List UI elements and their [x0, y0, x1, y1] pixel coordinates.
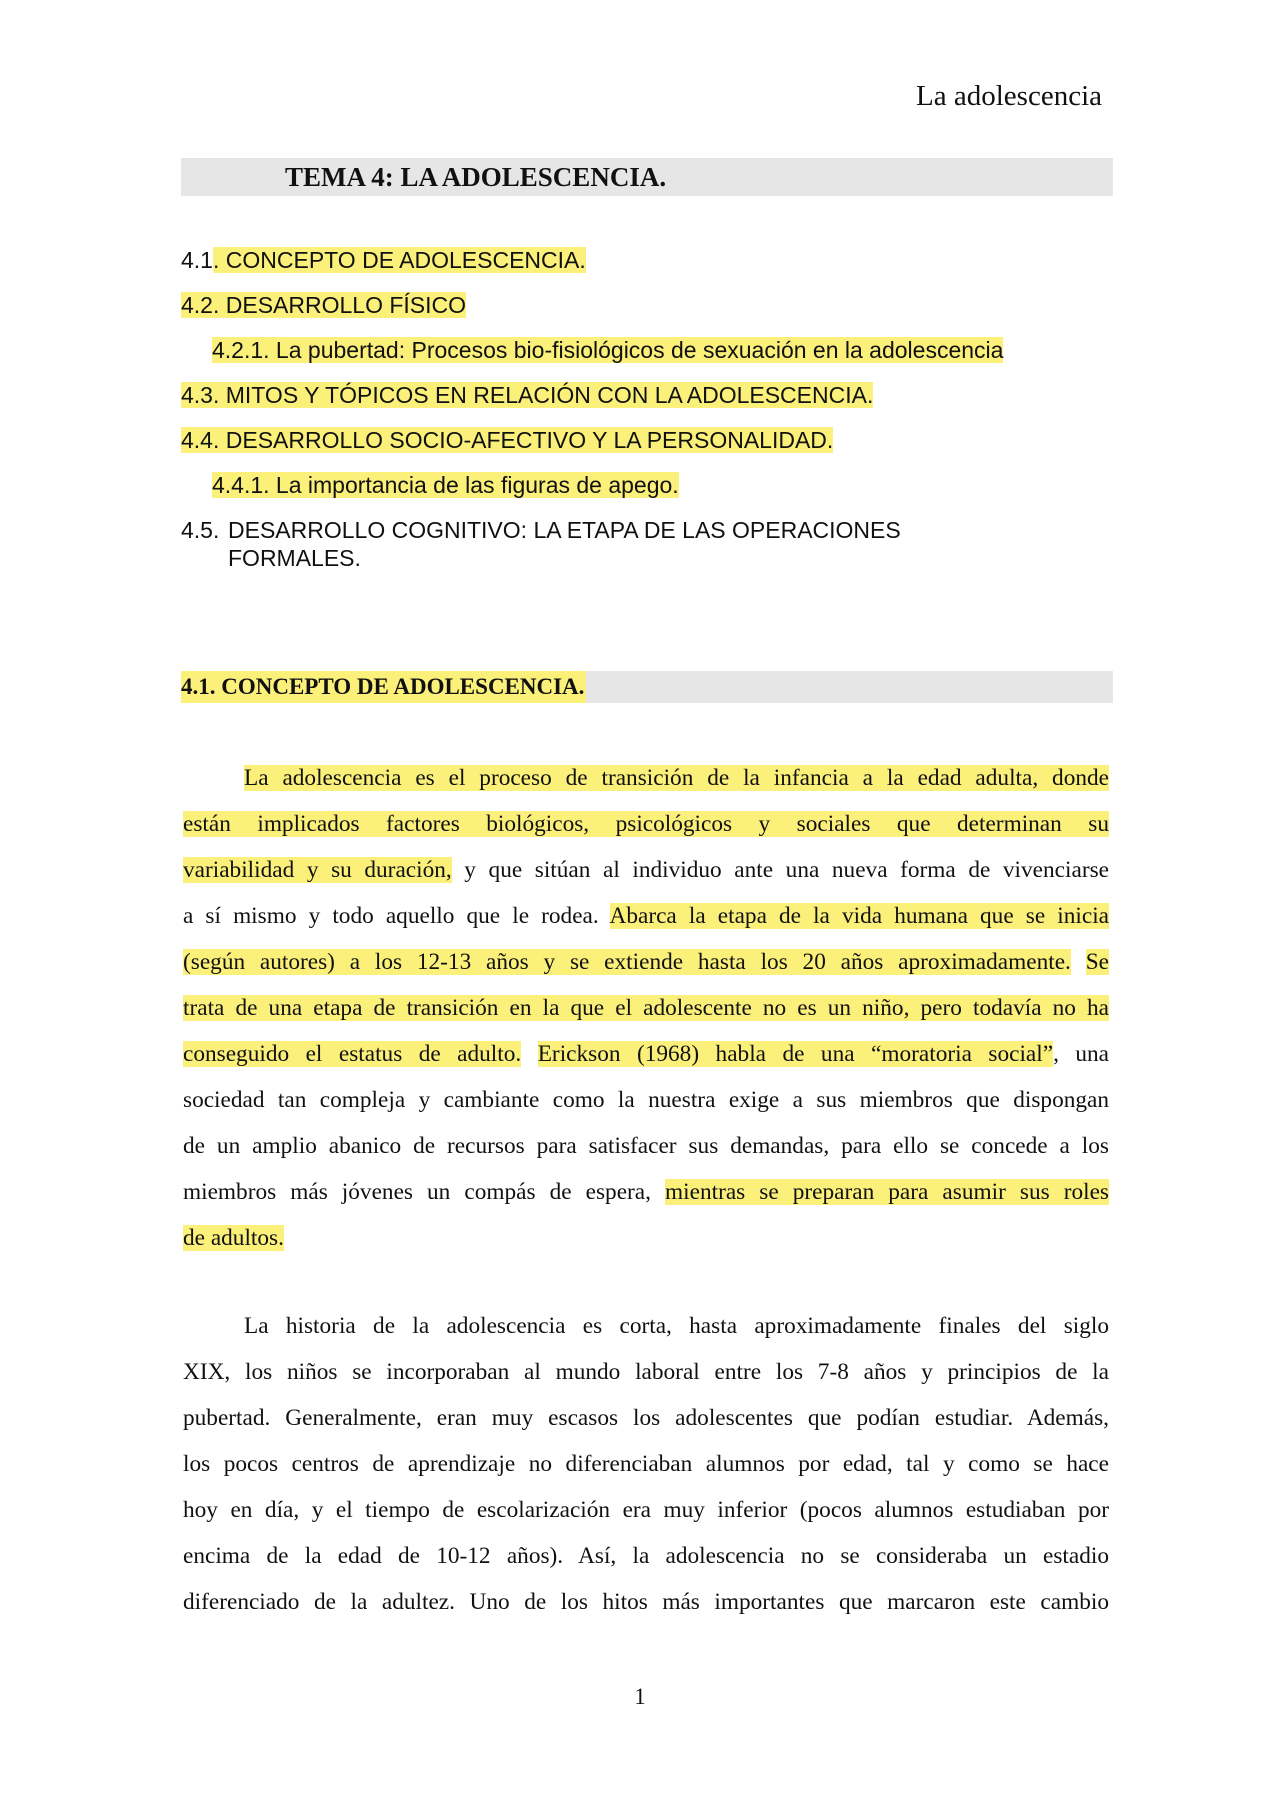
- text-line: [183, 1169, 1109, 1215]
- toc-item-label: 4.4. DESARROLLO SOCIO-AFECTIVO Y LA PERSONALIDAD.: [181, 427, 834, 453]
- page-number: 1: [634, 1684, 646, 1709]
- toc-item-4-2: [181, 291, 466, 319]
- text-line: diferenciado de la adultez. Uno de los hitos más importantes que marcaron este cambio: [183, 1589, 1109, 1615]
- text-line: encima de la edad de 10-12 años). Así, la adolescencia no se consideraba un estadio: [183, 1543, 1109, 1569]
- paragraph-concepto: [183, 755, 1109, 1261]
- text-line: [183, 801, 1109, 847]
- body-text: y que sitúan al individuo ante una nueva forma de vivenciarse: [451, 857, 1109, 883]
- highlighted-text: trata de una etapa de transición en la que el adolescente no es un niño, pero todavía no ha: [183, 995, 1109, 1021]
- running-header: La adolescencia: [916, 80, 1102, 112]
- text-line: [183, 755, 1109, 801]
- text-line: pubertad. Generalmente, eran muy escasos los adolescentes que podían estudiar. Además,: [183, 1405, 1109, 1431]
- text-line: [183, 939, 1109, 985]
- highlighted-text: conseguido el estatus de adulto.: [183, 1041, 522, 1067]
- text-line: [183, 1215, 1109, 1261]
- text-line: los pocos centros de aprendizaje no diferenciaban alumnos por edad, tal y como se hace: [183, 1451, 1109, 1477]
- section-heading: 4.1. CONCEPTO DE ADOLESCENCIA.: [181, 671, 586, 703]
- highlighted-text: Erickson (1968) habla de una “moratoria social”: [537, 1041, 1054, 1067]
- body-text: miembros más jóvenes un compás de espera,: [183, 1179, 666, 1205]
- text-line: [183, 847, 1109, 893]
- toc-item-label: . CONCEPTO DE ADOLESCENCIA.: [212, 247, 586, 273]
- highlighted-text: La adolescencia es el proceso de transición de la infancia a la edad adulta, donde: [244, 765, 1109, 791]
- title-bar: [181, 158, 1113, 196]
- toc-item-4-4-1: [212, 471, 679, 499]
- toc-item-label: 4.3. MITOS Y TÓPICOS EN RELACIÓN CON LA ADOLESCENCIA.: [181, 382, 874, 408]
- body-text: , una: [1053, 1041, 1109, 1067]
- section-heading-bar: [181, 671, 1113, 703]
- body-text: [521, 1041, 537, 1067]
- toc-item-number: 4.5.: [181, 517, 220, 543]
- text-line: XIX, los niños se incorporaban al mundo laboral entre los 7-8 años y principios de la: [183, 1359, 1109, 1385]
- text-line: hoy en día, y el tiempo de escolarización era muy inferior (pocos alumnos estudiaban por: [183, 1497, 1109, 1523]
- text-line: [183, 893, 1109, 939]
- toc-item-4-1: [181, 246, 586, 274]
- body-text: [1071, 949, 1086, 975]
- highlighted-text: variabilidad y su duración,: [183, 857, 452, 883]
- toc-item-label: 4.2.1. La pubertad: Procesos bio-fisiológicos de sexuación en la adolescencia: [212, 337, 1004, 363]
- toc-item-label: DESARROLLO COGNITIVO: LA ETAPA DE LAS OPERACIONES FORMALES.: [228, 517, 901, 571]
- page-title: TEMA 4: LA ADOLESCENCIA.: [285, 162, 667, 192]
- toc-item-label: 4.4.1. La importancia de las figuras de apego.: [212, 472, 679, 498]
- toc-item-4-4: [181, 426, 833, 454]
- toc-item-4-2-1: [212, 336, 1003, 364]
- highlighted-text: están implicados factores biológicos, psicológicos y sociales que determinan su: [183, 811, 1109, 837]
- highlighted-text: de adultos.: [183, 1225, 284, 1251]
- body-text: a sí mismo y todo aquello que le rodea.: [183, 903, 610, 929]
- toc-item-label: 4.2. DESARROLLO FÍSICO: [181, 292, 467, 318]
- toc-item-prefix: 4.1: [181, 247, 213, 273]
- highlighted-text: Se: [1085, 949, 1109, 975]
- text-line: sociedad tan compleja y cambiante como la nuestra exige a sus miembros que dispongan: [183, 1087, 1109, 1113]
- toc-item-4-5: [181, 516, 1011, 572]
- toc-item-4-3: [181, 381, 873, 409]
- text-line: [183, 1031, 1109, 1077]
- paragraph-historia: [183, 1303, 1109, 1625]
- text-line: de un amplio abanico de recursos para satisfacer sus demandas, para ello se concede a los: [183, 1133, 1109, 1159]
- highlighted-text: mientras se preparan para asumir sus roles: [665, 1179, 1109, 1205]
- highlighted-text: (según autores) a los 12-13 años y se extiende hasta los 20 años aproximadamente.: [183, 949, 1071, 975]
- text-line: La historia de la adolescencia es corta, hasta aproximadamente finales del siglo: [244, 1313, 1109, 1339]
- highlighted-text: Abarca la etapa de la vida humana que se inicia: [609, 903, 1109, 929]
- text-line: [183, 985, 1109, 1031]
